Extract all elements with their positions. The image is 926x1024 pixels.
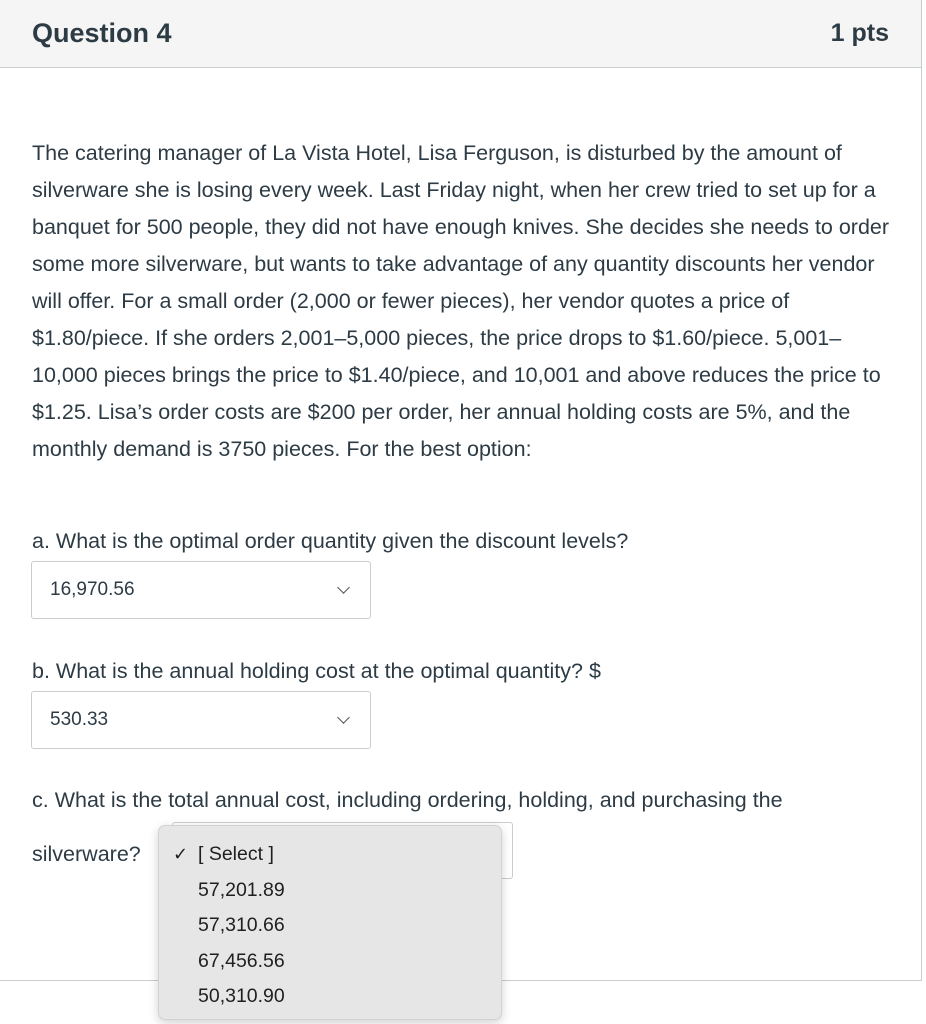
part-b-selected-value: 530.33 xyxy=(50,709,109,730)
dropdown-option[interactable] xyxy=(159,944,501,980)
part-a-selected-value: 16,970.56 xyxy=(50,579,135,600)
chevron-down-icon xyxy=(337,711,350,724)
dropdown-option-label: 67,456.56 xyxy=(198,949,285,972)
part-c-label-line2: silverware? xyxy=(32,842,141,866)
question-points: 1 pts xyxy=(830,19,889,47)
dropdown-option-label: [ Select ] xyxy=(198,843,274,866)
dropdown-option[interactable] xyxy=(159,873,501,909)
checkmark-icon: ✓ xyxy=(173,844,189,865)
chevron-down-icon xyxy=(337,581,350,594)
part-a-label: a. What is the optimal order quantity given the discount levels? xyxy=(32,529,629,553)
part-b-label: b. What is the annual holding cost at the optimal quantity? $ xyxy=(32,659,601,683)
part-c-label-line1: c. What is the total annual cost, including ordering, holding, and purchasing the xyxy=(32,788,783,812)
dropdown-option-label: 50,310.90 xyxy=(198,985,285,1008)
part-c-dropdown-menu xyxy=(158,825,502,1020)
part-b-select[interactable] xyxy=(31,691,371,749)
dropdown-option[interactable] xyxy=(159,908,501,944)
dropdown-option[interactable] xyxy=(159,979,501,1015)
question-body xyxy=(32,135,892,468)
question-prompt: The catering manager of La Vista Hotel, Lisa Ferguson, is disturbed by the amount of silverware she is losing every week. Last Friday night, when her crew tried to set up for a banquet for 500 people, they did not have enough knives. She decides she needs to order some more silverware, but wants to take advantage of any quantity discounts her vendor will offer. For a small order (2,000 or fewer pieces), her vendor quotes a price of $1.80/piece. If she orders 2,001–5,000 pieces, the price drops to $1.60/piece. 5,001–10,000 pieces brings the price to $1.40/piece, and 10,001 and above reduces the price to $1.25. Lisa’s order costs are $200 per order, her annual holding costs are 5%, and the monthly demand is 3750 pieces. For the best option: xyxy=(32,141,890,461)
question-header xyxy=(0,0,921,68)
dropdown-option-label: 57,201.89 xyxy=(198,878,285,901)
question-title: Question 4 xyxy=(32,18,172,48)
dropdown-option[interactable] xyxy=(159,837,501,873)
part-a-select[interactable] xyxy=(31,561,371,619)
dropdown-option-label: 57,310.66 xyxy=(198,914,285,937)
